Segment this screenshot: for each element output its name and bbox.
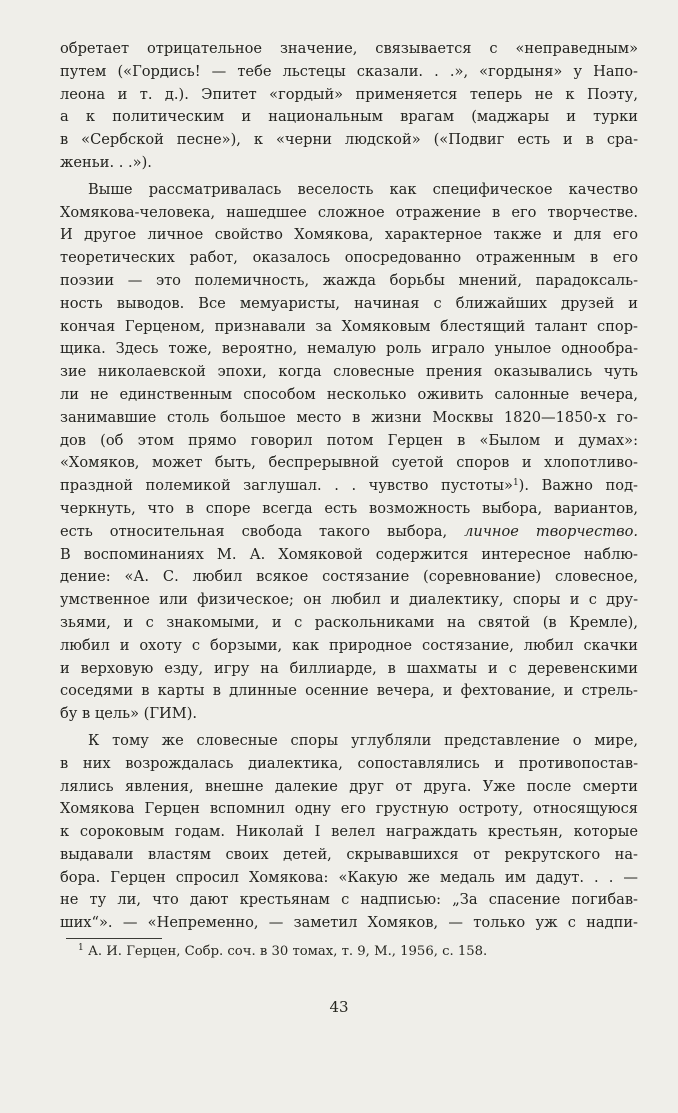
text-line: Хомякова Герцен вспомнил одну его грустную остроту, относящуюся bbox=[60, 800, 638, 818]
text-line: любил и охоту с борзыми, как природное состязание, любил скачки bbox=[60, 636, 638, 654]
text-line: черкнуть, что в споре всегда есть возможность выбора, вариантов, bbox=[60, 499, 638, 517]
text-line: щика. Здесь тоже, вероятно, немалую роль играло унылое однообра- bbox=[60, 340, 638, 358]
footnote-text: А. И. Герцен, Собр. соч. в 30 томах, т. 9, М., 1956, с. 158. bbox=[87, 944, 488, 959]
footnote-ref-mark: 1 bbox=[512, 478, 519, 489]
text-line: в «Сербской песне»), к «черни людской» («Подвиг есть и в сра- bbox=[60, 131, 638, 149]
text-line: ли не единственным способом несколько оживить салонные вечера, bbox=[60, 385, 638, 403]
text-line: К тому же словесные споры углубляли представление о мире, bbox=[88, 731, 638, 749]
text-line: И другое личное свойство Хомякова, характерное также и для его bbox=[60, 226, 638, 244]
page-number: 43 bbox=[329, 998, 349, 1016]
text-line: бора. Герцен спросил Хомякова: «Какую же медаль им дадут. . . — bbox=[60, 868, 638, 886]
text-line: Хомякова-человека, нашедшее сложное отражение в его творчестве. bbox=[60, 203, 638, 221]
text-line: зьями, и с знакомыми, и с раскольниками на святой (в Кремле), bbox=[60, 613, 638, 631]
text-line: к сороковым годам. Николай I велел награждать крестьян, которые bbox=[60, 823, 638, 841]
text-fragment: есть относительная свобода такого выбора, bbox=[60, 522, 448, 540]
text-line: обретает отрицательное значение, связывается с «неправедным» bbox=[60, 40, 638, 57]
text-line: кончая Герценом, признавали за Хомяковым блестящий талант спор- bbox=[60, 317, 638, 335]
text-line: путем («Гордись! — тебе льстецы сказали. . .», «гордыня» у Напо- bbox=[60, 62, 638, 80]
footnote-mark: 1 bbox=[78, 943, 84, 953]
text-line: занимавшие столь большое место в жизни Москвы 1820—1850-х го- bbox=[60, 408, 638, 426]
text-line: женьи. . .»). bbox=[60, 153, 152, 171]
text-line: ность выводов. Все мемуаристы, начиная с ближайших друзей и bbox=[60, 294, 638, 312]
text-line: дение: «А. С. любил всякое состязание (соревнование) словесное, bbox=[60, 568, 638, 586]
emphasized-phrase: личное творчество. bbox=[464, 522, 638, 540]
text-line: дов (об этом прямо говорил потом Герцен в «Былом и думах»: bbox=[60, 431, 638, 449]
text-line: Выше рассматривалась веселость как специфическое качество bbox=[88, 180, 638, 198]
footnote bbox=[78, 942, 638, 962]
text-line: теоретических работ, оказалось опосредованно отраженным в его bbox=[60, 249, 638, 267]
text-line: соседями в карты в длинные осенние вечера, и фехтование, и стрель- bbox=[60, 682, 638, 700]
text-line: бу в цель» (ГИМ). bbox=[60, 705, 198, 723]
paragraph-1 bbox=[60, 38, 638, 175]
text-line: а к политическим и национальным врагам (маджары и турки bbox=[60, 108, 638, 126]
text-line: и верховую езду, игру на биллиарде, в шахматы и с деревенскими bbox=[60, 659, 638, 677]
text-line-with-emphasis bbox=[60, 521, 638, 544]
page-body bbox=[60, 38, 638, 935]
paragraph-2 bbox=[60, 179, 638, 726]
text-line: В воспоминаниях М. А. Хомяковой содержится интересное наблю- bbox=[60, 545, 638, 563]
text-fragment: ). Важно под- bbox=[518, 477, 638, 495]
paragraph-3 bbox=[60, 730, 638, 935]
text-line: ших“». — «Непременно, — заметил Хомяков, — только уж с надпи- bbox=[60, 914, 638, 932]
text-line: зие николаевской эпохи, когда словесные прения оказывались чуть bbox=[60, 363, 638, 381]
text-fragment: праздной полемикой заглушал. . . чувство пустоты» bbox=[60, 477, 513, 495]
text-line: леона и т. д.). Эпитет «гордый» применяется теперь не к Поэту, bbox=[60, 85, 638, 103]
text-line: умственное или физическое; он любил и диалектику, споры и с дру- bbox=[60, 591, 638, 609]
text-line-with-footnote-ref bbox=[60, 475, 638, 498]
text-line: поэзии — это полемичность, жажда борьбы мнений, парадоксаль- bbox=[60, 271, 638, 289]
text-line: выдавали властям своих детей, скрывавшихся от рекрутского на- bbox=[60, 845, 638, 863]
footnote-divider bbox=[66, 938, 162, 939]
text-line: лялись явления, внешне далекие друг от друга. Уже после смерти bbox=[60, 777, 638, 795]
text-line: не ту ли, что дают крестьянам с надписью: „За спасение погибав- bbox=[60, 891, 638, 909]
text-line: «Хомяков, может быть, беспрерывной суетой споров и хлопотливо- bbox=[60, 454, 638, 472]
text-line: в них возрождалась диалектика, сопоставлялись и противопостав- bbox=[60, 754, 638, 772]
